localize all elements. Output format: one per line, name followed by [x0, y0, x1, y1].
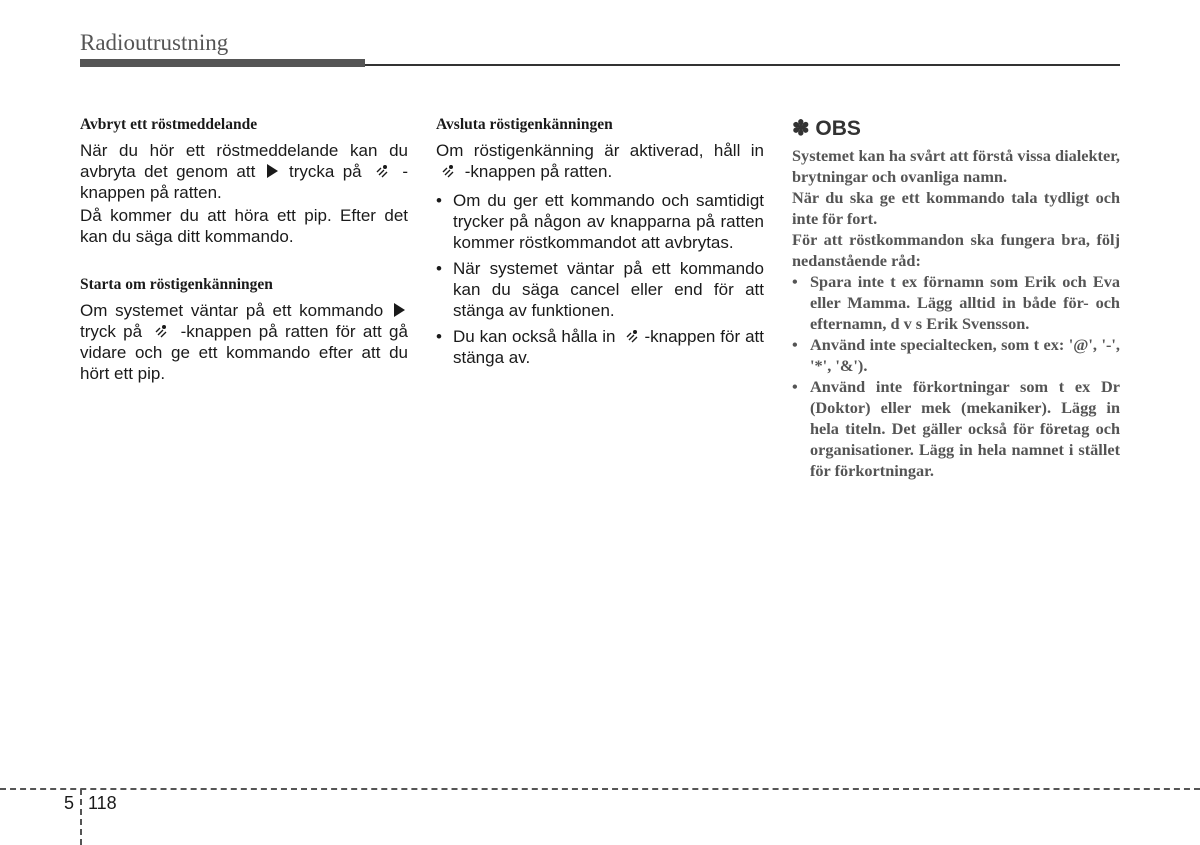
note-bullet-list — [792, 271, 1120, 481]
bullet: • — [792, 335, 798, 354]
text: När du hör ett röstmeddelande kan du avbryta det genom att — [80, 141, 408, 181]
paragraph — [80, 300, 408, 384]
page-number: 118 — [88, 793, 117, 813]
paragraph: Då kommer du att höra ett pip. Efter det kan du säga ditt kommando. — [80, 206, 408, 246]
paragraph — [80, 140, 408, 203]
text: Du kan också hålla in — [453, 327, 616, 346]
text: -knappen på ratten för att gå vidare och ge ett kommando efter att du hört ett pip. — [80, 322, 408, 383]
bullet-list — [436, 190, 764, 368]
section-heading: Starta om röstigenkänningen — [80, 276, 273, 293]
text: -knappen för att stänga av. — [453, 327, 764, 367]
list-item — [436, 258, 764, 321]
section-heading: Avbryt ett röstmeddelande — [80, 116, 258, 133]
paragraph — [436, 140, 764, 182]
list-item — [436, 190, 764, 253]
list-item — [792, 271, 1120, 334]
note-paragraph: För att röstkommandon ska fungera bra, följ nedanstående råd: — [792, 230, 1120, 270]
header-rule-accent — [80, 59, 365, 67]
column-right-note — [792, 116, 1120, 481]
header-title: Radioutrustning — [80, 30, 229, 55]
text: När systemet väntar på ett kommando kan du säga cancel eller end för att stänga av funktionen. — [453, 259, 764, 320]
text: -knappen på ratten. — [464, 162, 613, 181]
bullet: • — [436, 327, 442, 346]
text: trycka på — [289, 162, 362, 181]
section-heading: Avsluta röstigenkänningen — [436, 116, 613, 133]
voice-talk-icon — [440, 163, 456, 179]
list-item — [792, 334, 1120, 376]
text: tryck på — [80, 322, 143, 341]
voice-talk-icon — [153, 323, 169, 339]
list-item — [792, 376, 1120, 481]
play-triangle-icon — [267, 164, 278, 178]
text: Om systemet väntar på ett kommando — [80, 301, 384, 320]
bullet: • — [436, 259, 442, 278]
voice-talk-icon — [374, 163, 390, 179]
column-left — [80, 116, 408, 384]
note-title: ✽ OBS — [792, 117, 861, 140]
text: Använd inte förkortningar som t ex Dr (Doktor) eller mek (mekaniker). Lägg in hela titeln. Det gäller också för företag och organisationer. Lägg in hela namnet i stället för förkortningar. — [810, 377, 1120, 480]
text: Spara inte t ex förnamn som Erik och Eva eller Mamma. Lägg alltid in både för- och efternamn, d v s Erik Svensson. — [810, 272, 1120, 333]
bullet: • — [436, 191, 442, 210]
text: Använd inte specialtecken, som t ex: '@', '-', '*', '&'). — [810, 335, 1120, 375]
footer-rule — [0, 788, 1200, 790]
voice-talk-icon — [624, 328, 640, 344]
footer-divider — [80, 789, 82, 845]
text: Om du ger ett kommando och samtidigt trycker på någon av knapparna på ratten kommer röstkommandot att avbrytas. — [453, 191, 764, 252]
text: Om röstigenkänning är aktiverad, håll in — [436, 141, 764, 160]
column-middle — [436, 116, 764, 373]
bullet: • — [792, 377, 798, 396]
bullet: • — [792, 272, 798, 291]
list-item — [436, 326, 764, 368]
note-paragraph: Systemet kan ha svårt att förstå vissa dialekter, brytningar och ovanliga namn. — [792, 146, 1120, 186]
text: -knappen på ratten. — [80, 162, 408, 202]
note-paragraph: När du ska ge ett kommando tala tydligt och inte för fort. — [792, 188, 1120, 228]
play-triangle-icon — [394, 303, 405, 317]
chapter-number: 5 — [64, 793, 75, 813]
